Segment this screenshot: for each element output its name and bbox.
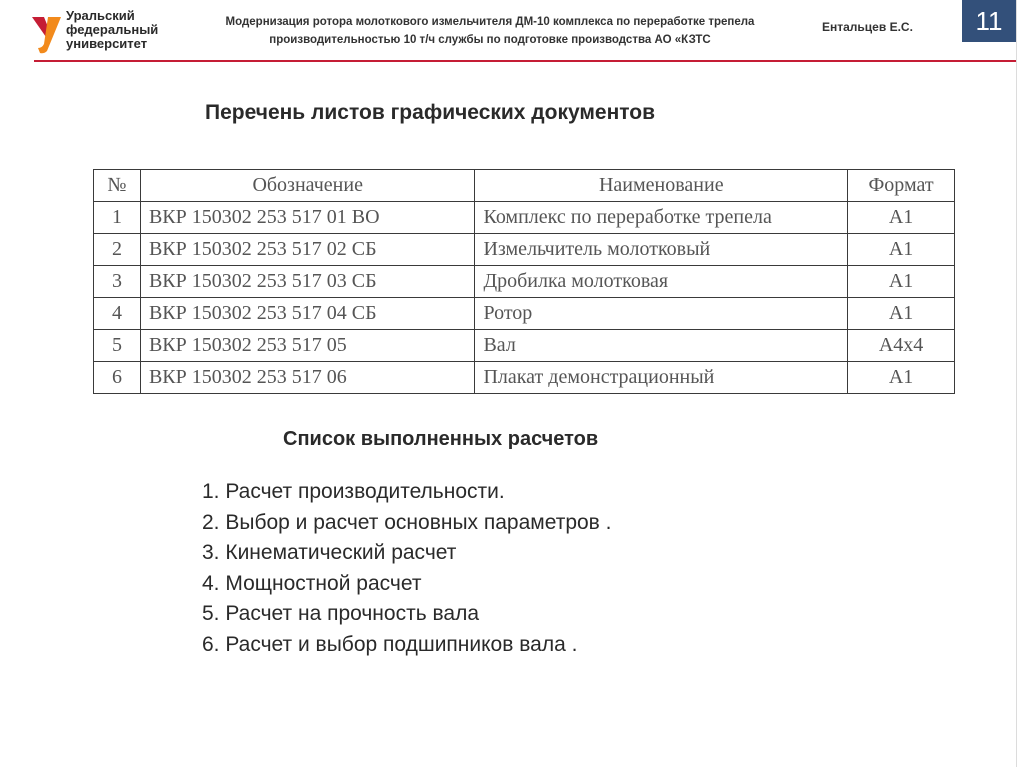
slide-title bbox=[190, 13, 790, 49]
row-format: А1 bbox=[848, 266, 955, 298]
list-item: 6. Расчет и выбор подшипников вала . bbox=[202, 632, 578, 656]
list-item: 4. Мощностной расчет bbox=[202, 571, 422, 595]
logo-line-1: Уральский bbox=[66, 8, 135, 23]
row-number: 4 bbox=[94, 298, 141, 330]
row-name: Ротор bbox=[475, 298, 848, 330]
documents-table bbox=[93, 169, 955, 394]
row-name: Вал bbox=[475, 330, 848, 362]
slide-title-line-1: Модернизация ротора молоткового измельчителя ДМ-10 комплекса по переработке трепела bbox=[225, 16, 755, 28]
table-header-row bbox=[94, 170, 955, 202]
logo-line-2: федеральный bbox=[66, 22, 159, 37]
list-item: 2. Выбор и расчет основных параметров . bbox=[202, 510, 612, 534]
row-format: А1 bbox=[848, 298, 955, 330]
column-header-format: Формат bbox=[848, 170, 955, 202]
row-format: А1 bbox=[848, 234, 955, 266]
row-number: 3 bbox=[94, 266, 141, 298]
header-divider bbox=[34, 60, 1016, 62]
documents-heading: Перечень листов графических документов bbox=[205, 101, 656, 124]
list-item: 5. Расчет на прочность вала bbox=[202, 602, 479, 625]
column-header-designation: Обозначение bbox=[140, 170, 475, 202]
row-designation: ВКР 150302 253 517 06 bbox=[140, 362, 475, 394]
row-number: 6 bbox=[94, 362, 141, 394]
slide-frame-edge bbox=[1016, 0, 1017, 767]
table-row bbox=[94, 330, 955, 362]
row-designation: ВКР 150302 253 517 01 ВО bbox=[140, 202, 475, 234]
table-row bbox=[94, 234, 955, 266]
page-number-badge: 11 bbox=[962, 0, 1016, 42]
list-item: 1. Расчет производительности. bbox=[202, 480, 505, 503]
column-header-number: № bbox=[94, 170, 141, 202]
table-row bbox=[94, 298, 955, 330]
row-format: А1 bbox=[848, 202, 955, 234]
slide-title-line-2: производительностью 10 т/ч службы по подготовке производства АО «КЗТС bbox=[269, 34, 711, 46]
urfu-logo-icon bbox=[30, 11, 64, 55]
university-logo bbox=[30, 8, 180, 56]
row-name: Измельчитель молотковый bbox=[475, 234, 848, 266]
calculations-heading: Список выполненных расчетов bbox=[283, 428, 599, 450]
row-name: Плакат демонстрационный bbox=[475, 362, 848, 394]
logo-line-3: университет bbox=[66, 36, 148, 51]
row-format: А4х4 bbox=[848, 330, 955, 362]
row-name: Комплекс по переработке трепела bbox=[475, 202, 848, 234]
table-row bbox=[94, 266, 955, 298]
author-name: Ентальцев Е.С. bbox=[822, 20, 913, 34]
column-header-name: Наименование bbox=[475, 170, 848, 202]
calculations-list bbox=[202, 477, 612, 660]
row-number: 2 bbox=[94, 234, 141, 266]
row-designation: ВКР 150302 253 517 04 СБ bbox=[140, 298, 475, 330]
row-number: 5 bbox=[94, 330, 141, 362]
row-number: 1 bbox=[94, 202, 141, 234]
row-designation: ВКР 150302 253 517 03 СБ bbox=[140, 266, 475, 298]
row-format: А1 bbox=[848, 362, 955, 394]
row-name: Дробилка молотковая bbox=[475, 266, 848, 298]
list-item: 3. Кинематический расчет bbox=[202, 541, 457, 564]
table-row bbox=[94, 202, 955, 234]
row-designation: ВКР 150302 253 517 02 СБ bbox=[140, 234, 475, 266]
row-designation: ВКР 150302 253 517 05 bbox=[140, 330, 475, 362]
table-row bbox=[94, 362, 955, 394]
